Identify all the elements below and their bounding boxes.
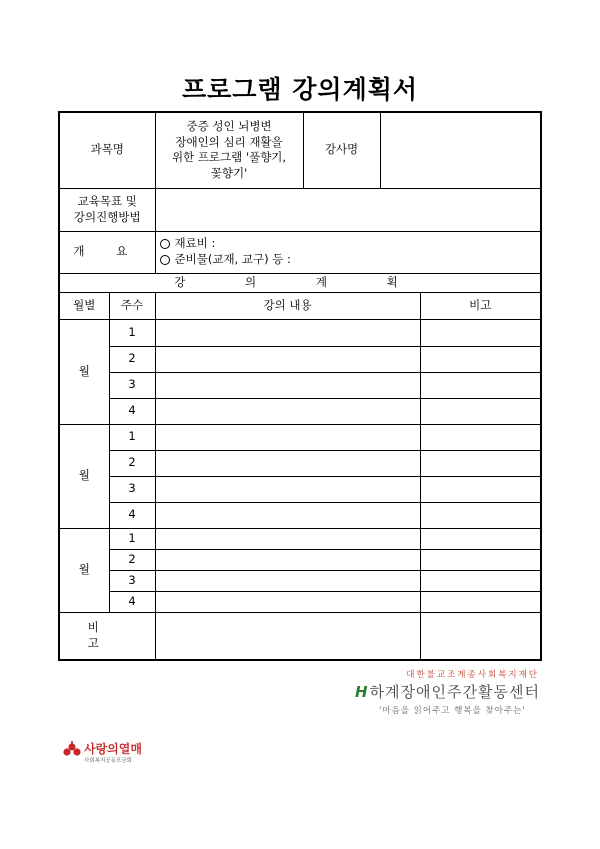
table-row: [59, 570, 541, 591]
content-cell[interactable]: [155, 549, 420, 570]
content-cell[interactable]: [155, 528, 420, 549]
overview-label-text: 개 요: [73, 244, 142, 259]
objectives-label-line: 강의진행방법: [73, 209, 141, 224]
content-cell[interactable]: [155, 450, 420, 476]
column-header-row: [59, 292, 541, 319]
course-value[interactable]: [155, 112, 303, 188]
objectives-row: [59, 188, 541, 231]
table-row: [59, 372, 541, 398]
note-cell[interactable]: [420, 319, 541, 346]
week-cell: 4: [109, 591, 155, 612]
month-cell[interactable]: 월: [59, 319, 109, 424]
plan-title: [59, 273, 541, 292]
course-line: 위한 프로그램 '풀향기,: [171, 150, 287, 165]
objectives-label-line: 교육목표 및: [77, 193, 137, 208]
remarks-row: [59, 612, 541, 660]
week-cell: 1: [109, 424, 155, 450]
column-content: 강의 내용: [155, 292, 420, 319]
note-cell[interactable]: [420, 424, 541, 450]
overview-item-text: 재료비 :: [174, 236, 216, 251]
week-cell: 4: [109, 502, 155, 528]
overview-item-text: 준비물(교재, 교구) 등 :: [174, 252, 291, 266]
week-cell: 2: [109, 450, 155, 476]
column-month: 월별: [59, 292, 109, 319]
content-cell[interactable]: [155, 476, 420, 502]
content-cell[interactable]: [155, 570, 420, 591]
table-row: [59, 319, 541, 346]
table-row: [59, 398, 541, 424]
table-row: [59, 346, 541, 372]
note-cell[interactable]: [420, 476, 541, 502]
week-cell: 1: [109, 528, 155, 549]
org-name-text: 하계장애인주간활동센터: [369, 683, 540, 701]
org-slogan: '마음을 읽어주고 행복을 찾아주는': [379, 706, 526, 716]
content-cell[interactable]: [155, 424, 420, 450]
remarks-value[interactable]: [155, 612, 420, 660]
note-cell[interactable]: [420, 570, 541, 591]
month-cell[interactable]: 월: [59, 528, 109, 612]
org-h-icon: H: [355, 683, 369, 701]
week-cell: 2: [109, 346, 155, 372]
circle-bullet-icon: [160, 239, 170, 249]
table-row: [59, 476, 541, 502]
note-cell[interactable]: [420, 528, 541, 549]
plan-title-row: [59, 273, 541, 292]
table-row: [59, 502, 541, 528]
overview-row: [59, 231, 541, 273]
week-cell: 3: [109, 476, 155, 502]
table-row: [59, 528, 541, 549]
objectives-label: [59, 188, 155, 231]
column-note: 비고: [420, 292, 541, 319]
week-cell: 1: [109, 319, 155, 346]
org-name: [355, 681, 545, 702]
content-cell[interactable]: [155, 346, 420, 372]
logo-name: 사랑의열매: [84, 742, 142, 756]
course-line: 꽃향기': [210, 165, 248, 180]
course-row: [59, 112, 541, 188]
table-row: [59, 450, 541, 476]
remarks-label-text: 비 고: [87, 620, 127, 650]
objectives-value[interactable]: [155, 188, 541, 231]
week-cell: 3: [109, 570, 155, 591]
content-cell[interactable]: [155, 398, 420, 424]
note-cell[interactable]: [420, 591, 541, 612]
fruit-logo-icon: [62, 738, 82, 760]
week-cell: 4: [109, 398, 155, 424]
org-stamp: [355, 668, 545, 716]
course-label: 과목명: [59, 112, 155, 188]
logo-subtitle: 사회복지공동모금회: [84, 758, 132, 764]
note-cell[interactable]: [420, 346, 541, 372]
circle-bullet-icon: [160, 255, 170, 265]
note-cell[interactable]: [420, 398, 541, 424]
note-cell[interactable]: [420, 372, 541, 398]
overview-item-materials: [160, 236, 541, 252]
note-cell[interactable]: [420, 502, 541, 528]
course-line: 장애인의 심리 재활을: [175, 134, 283, 149]
note-cell[interactable]: [420, 549, 541, 570]
instructor-label: 강사명: [303, 112, 380, 188]
remarks-label: [59, 612, 155, 660]
course-line: 중증 성인 뇌병변: [186, 119, 272, 134]
org-foundation: 대한불교조계종사회복지재단: [406, 670, 539, 680]
table-row: [59, 591, 541, 612]
month-cell[interactable]: 월: [59, 424, 109, 528]
overview-item-supplies: [160, 252, 541, 268]
content-cell[interactable]: [155, 591, 420, 612]
table-row: [59, 549, 541, 570]
column-week: 주수: [109, 292, 155, 319]
week-cell: 3: [109, 372, 155, 398]
plan-title-text: 강 의 계 획: [174, 274, 426, 289]
overview-value[interactable]: [155, 231, 541, 273]
content-cell[interactable]: [155, 319, 420, 346]
overview-label: [59, 231, 155, 273]
week-cell: 2: [109, 549, 155, 570]
content-cell[interactable]: [155, 372, 420, 398]
remarks-note[interactable]: [420, 612, 541, 660]
instructor-value[interactable]: [380, 112, 541, 188]
content-cell[interactable]: [155, 502, 420, 528]
table-row: [59, 424, 541, 450]
note-cell[interactable]: [420, 450, 541, 476]
lecture-plan-form: [58, 111, 542, 661]
love-fruit-logo: [62, 738, 182, 772]
page-title: 프로그램 강의계획서: [181, 75, 419, 104]
